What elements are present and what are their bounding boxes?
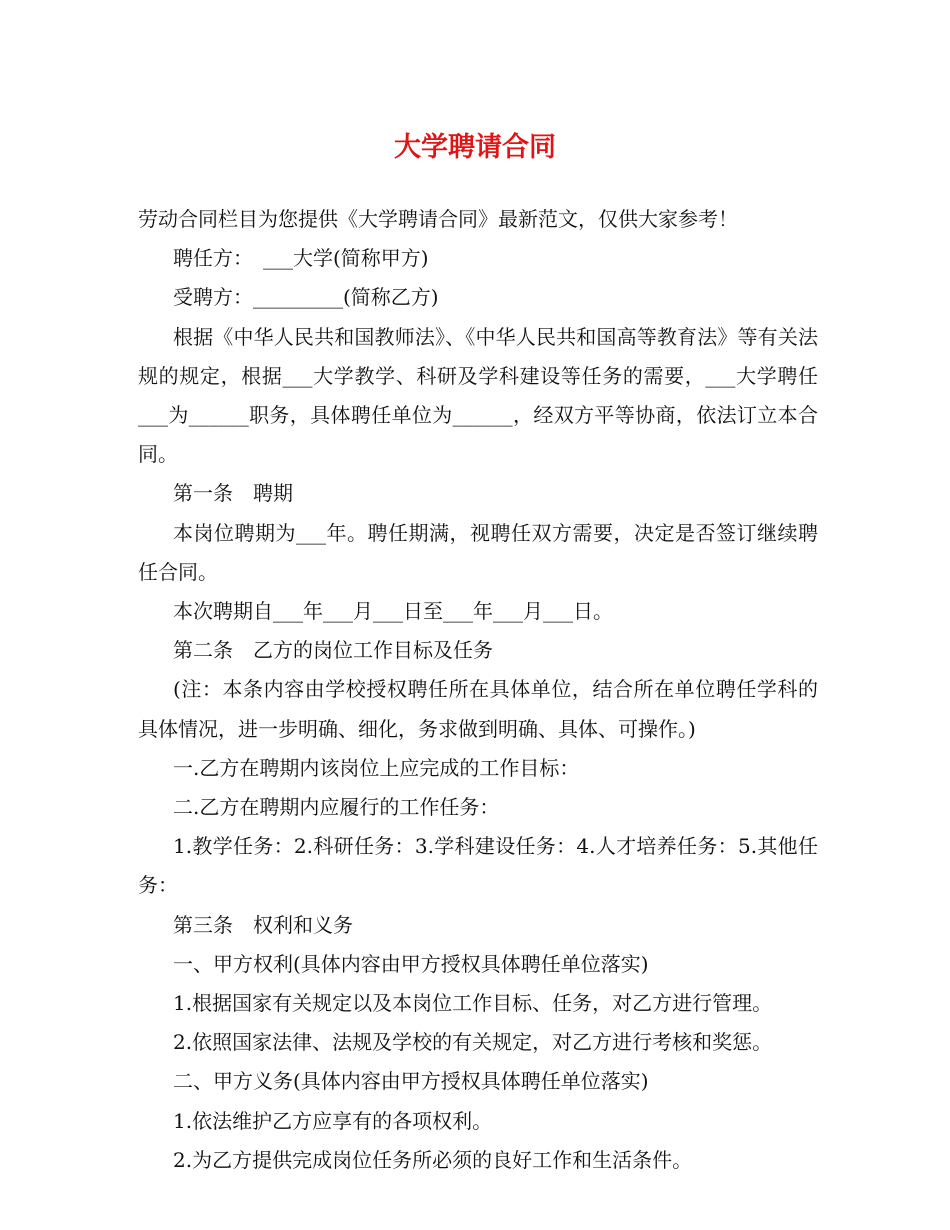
paragraph: 一、甲方权利(具体内容由甲方授权具体聘任单位落实) — [173, 951, 649, 976]
document-body — [138, 200, 818, 1180]
paragraph: 第二条 乙方的岗位工作目标及任务 — [173, 638, 493, 663]
paragraph: 第一条 聘期 — [173, 481, 293, 506]
paragraph: 聘任方： ___大学(简称甲方) — [173, 246, 429, 271]
paragraph: 二.乙方在聘期内应履行的工作任务： — [173, 795, 500, 820]
paragraph: 根据《中华人民共和国教师法》、《中华人民共和国高等教育法》等有关法规的规定，根据___大学教学、科研及学科建设等任务的需要，___大学聘任___为______职务，具体聘任单位为______，经双方平等协商，依法订立本合同。 — [138, 324, 818, 467]
paragraph: 劳动合同栏目为您提供《大学聘请合同》最新范文，仅供大家参考！ — [138, 207, 738, 231]
paragraph: 本岗位聘期为___年。聘任期满，视聘任双方需要，决定是否签订继续聘任合同。 — [138, 520, 818, 584]
paragraph: 受聘方：_________(简称乙方) — [173, 285, 439, 310]
paragraph: 2.依照国家法律、法规及学校的有关规定，对乙方进行考核和奖惩。 — [173, 1030, 773, 1055]
paragraph: 二、甲方义务(具体内容由甲方授权具体聘任单位落实) — [173, 1069, 649, 1094]
paragraph: 1.教学任务：2.科研任务：3.学科建设任务：4.人才培养任务：5.其他任务： — [138, 834, 818, 898]
paragraph: 第三条 权利和义务 — [173, 912, 353, 937]
paragraph: 一.乙方在聘期内该岗位上应完成的工作目标： — [173, 755, 580, 780]
paragraph: 2.为乙方提供完成岗位任务所必须的良好工作和生活条件。 — [173, 1147, 693, 1172]
paragraph: 本次聘期自___年___月___日至___年___月___日。 — [173, 599, 613, 624]
paragraph: (注：本条内容由学校授权聘任所在具体单位，结合所在单位聘任学科的具体情况，进一步明确、细化，务求做到明确、具体、可操作。) — [138, 677, 818, 741]
paragraph: 1.依法维护乙方应享有的各项权利。 — [173, 1108, 493, 1133]
paragraph: 1.根据国家有关规定以及本岗位工作目标、任务，对乙方进行管理。 — [173, 991, 773, 1016]
document-title: 大学聘请合同 — [394, 132, 556, 163]
